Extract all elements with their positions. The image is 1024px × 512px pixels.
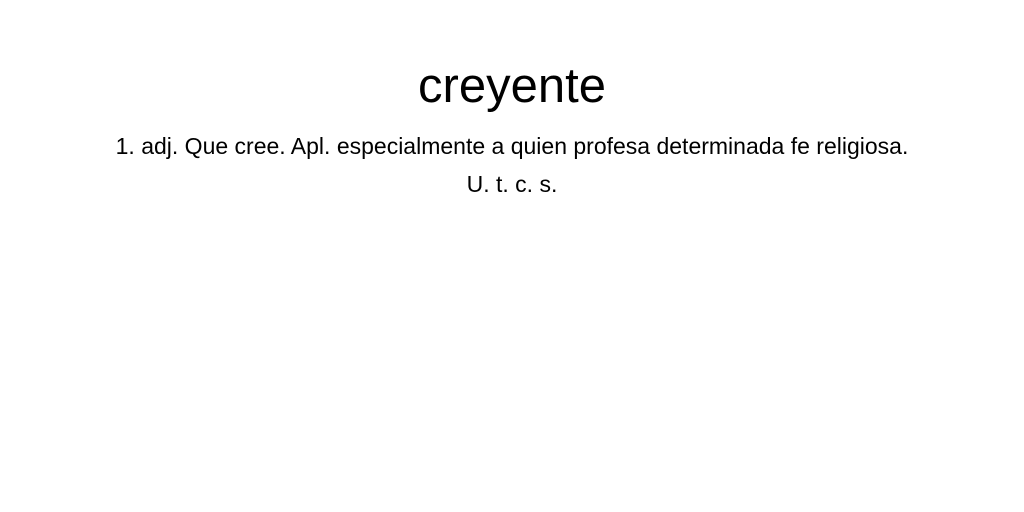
definition-line-2: U. t. c. s. — [466, 171, 558, 197]
definition-line-1: 1. adj. Que cree. Apl. especialmente a quien profesa determinada fe religiosa. — [115, 133, 909, 159]
definition — [62, 127, 962, 203]
headword: creyente — [418, 59, 606, 113]
